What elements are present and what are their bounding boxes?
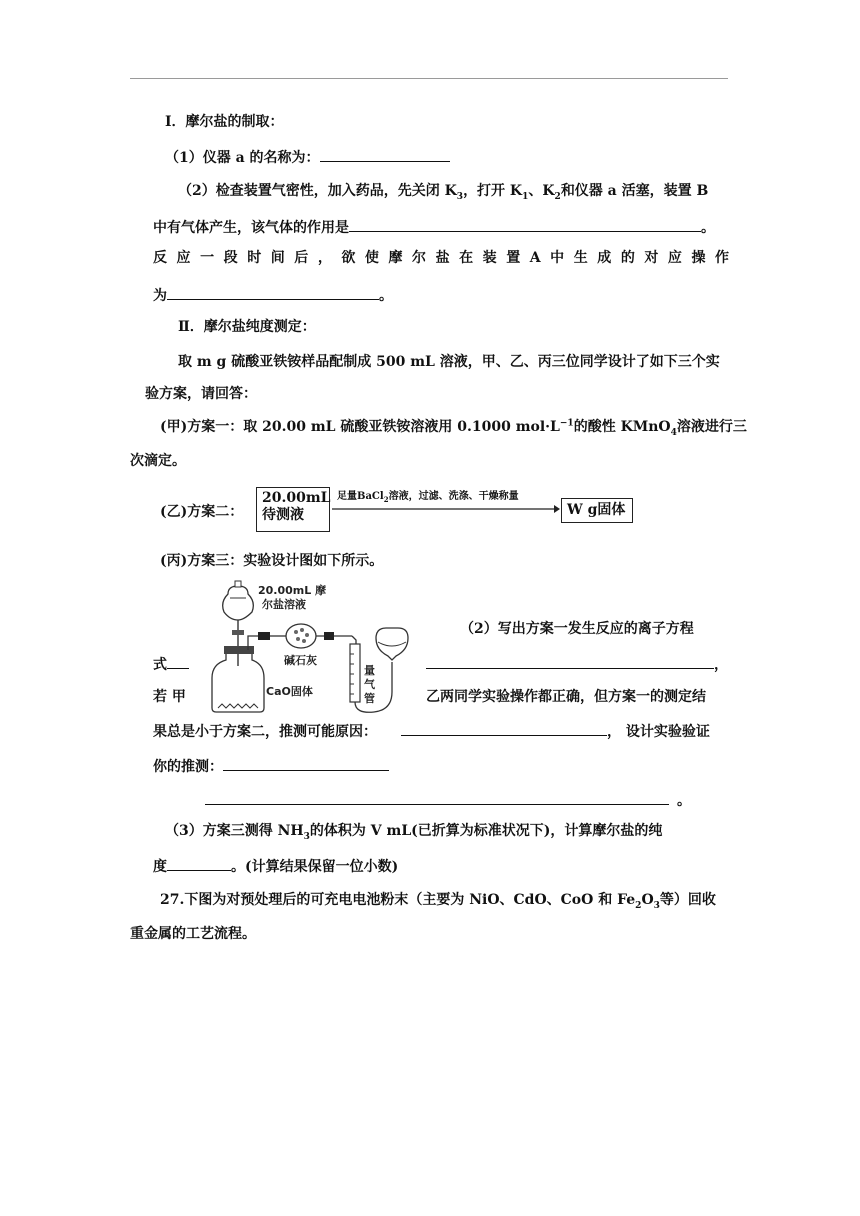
leveling-funnel xyxy=(376,628,408,660)
q3-text-a: （3）方案三测得 NH xyxy=(165,823,304,839)
spread-char: 后 xyxy=(294,250,309,266)
fig-label-burette-2: 气 xyxy=(364,678,375,691)
q2-line2-text: 中有气体产生，该气体的作用是 xyxy=(153,220,349,236)
header-rule xyxy=(130,78,728,79)
spread-char: 置 xyxy=(506,250,521,266)
part1-heading: Ⅰ．摩尔盐的制取： xyxy=(165,114,284,130)
spread-char: 使 xyxy=(364,250,379,266)
q2-line4-text: 为 xyxy=(153,288,167,304)
spread-char: 装 xyxy=(482,250,497,266)
q2-line2-period: 。 xyxy=(701,220,715,236)
question-2-line1 xyxy=(178,181,708,201)
k3-subscript: 3 xyxy=(456,191,464,202)
soda-lime-grain xyxy=(302,639,306,643)
plan1-subscript: 4 xyxy=(670,427,677,438)
tube-connector-left xyxy=(258,632,270,640)
o3-subscript: 3 xyxy=(653,900,660,911)
q2b-line5 xyxy=(153,755,389,777)
q2-text-c: 、K xyxy=(528,183,555,199)
gas-burette xyxy=(350,644,360,702)
fig-label-burette-1: 量 xyxy=(364,664,375,677)
fe2-subscript: 2 xyxy=(635,900,642,911)
drying-tube-bulb xyxy=(286,624,316,648)
q2-text-a: （2）检查装置气密性，加入药品，先关闭 K xyxy=(178,183,457,199)
soda-lime-grain xyxy=(296,637,300,641)
arrow-label-subscript: 2 xyxy=(383,495,389,504)
question-2-line4 xyxy=(153,284,393,306)
question-2-line3 xyxy=(153,248,729,268)
q27-line1 xyxy=(160,890,716,910)
question-1-text: （1）仪器 a 的名称为： xyxy=(165,150,320,166)
spread-char: 作 xyxy=(715,250,729,266)
sample-box-line1: 20.00mL xyxy=(262,490,331,506)
spread-char: A xyxy=(529,250,541,266)
nh3-subscript: 3 xyxy=(303,831,310,842)
q2-line4-period: 。 xyxy=(379,288,393,304)
plan1-text-b: 的酸性 KMnO xyxy=(573,419,671,435)
funnel-stopcock xyxy=(232,630,244,635)
fig-label-solution-line1: 20.00mL 摩 xyxy=(258,584,327,597)
arrow-label-b: 溶液，过滤、洗涤、干燥称量 xyxy=(388,491,519,502)
answer-blank-operation[interactable] xyxy=(167,284,379,300)
q27-text-b: 等）回收 xyxy=(659,892,716,908)
cao-solid xyxy=(218,704,258,708)
plan2-sample-box xyxy=(256,487,330,532)
arrow-label-a: 足量BaCl xyxy=(337,491,384,502)
spread-char: 应 xyxy=(176,250,191,266)
q2b-line4-mid: ， 设计实验验证 xyxy=(607,724,710,740)
question-1 xyxy=(165,146,450,168)
flask-stopper xyxy=(224,646,254,654)
k1-subscript: 1 xyxy=(522,191,529,202)
answer-blank-gas-role[interactable] xyxy=(349,216,701,232)
funnel-shape xyxy=(223,586,254,620)
q2b-line3-left: 若 甲 xyxy=(153,689,186,705)
q2b-line2-left xyxy=(153,653,189,675)
spread-char: 间 xyxy=(270,250,285,266)
spread-char: ， xyxy=(317,250,332,266)
q3-text-b: 的体积为 V mL(已折算为标准状况下)，计算摩尔盐的纯 xyxy=(309,823,663,839)
fig-label-burette-3: 管 xyxy=(364,692,375,705)
plan3-apparatus-figure xyxy=(204,580,428,716)
spread-char: 时 xyxy=(247,250,262,266)
spread-char: 尔 xyxy=(412,250,427,266)
question-2-line2 xyxy=(153,216,715,238)
spread-char: 应 xyxy=(667,250,682,266)
q2b-line5-text: 你的推测： xyxy=(153,759,223,775)
plan1-superscript: −1 xyxy=(559,418,574,429)
q3-text-d: 。(计算结果保留一位小数) xyxy=(231,859,399,875)
spread-char: 欲 xyxy=(341,250,356,266)
q2-text-d: 和仪器 a 活塞，装置 B xyxy=(560,183,709,199)
plan1-line2: 次滴定。 xyxy=(130,453,186,469)
answer-blank-instrument[interactable] xyxy=(320,146,450,162)
spread-char: 摩 xyxy=(388,250,403,266)
spread-char: 中 xyxy=(550,250,565,266)
q3-line2 xyxy=(153,855,398,877)
spread-char: 操 xyxy=(691,250,706,266)
soda-lime-grain xyxy=(305,633,309,637)
plan2-arrow xyxy=(332,502,560,516)
leveling-funnel-liquid xyxy=(378,642,406,646)
q2b-line3-right: 乙两同学实验操作都正确，但方案一的测定结 xyxy=(426,689,706,705)
plan1-text-c: 溶液进行三 xyxy=(676,419,747,435)
plan2-label: (乙)方案二： xyxy=(160,504,244,520)
fig-label-soda-lime: 碱石灰 xyxy=(284,654,317,667)
answer-blank-purity[interactable] xyxy=(167,855,231,871)
q27-line2: 重金属的工艺流程。 xyxy=(130,926,256,942)
plan1-text-a: (甲)方案一：取 20.00 mL 硫酸亚铁铵溶液用 0.1000 mol·L xyxy=(160,419,560,435)
k2-subscript: 2 xyxy=(554,191,561,202)
q2b-line2-text: 式 xyxy=(153,657,167,673)
spread-char: 生 xyxy=(573,250,588,266)
answer-blank-reason[interactable] xyxy=(401,720,607,736)
q3-text-c: 度 xyxy=(153,859,167,875)
answer-blank-verify-1[interactable] xyxy=(223,755,389,771)
soda-lime-grain xyxy=(294,630,298,634)
part2-heading: Ⅱ．摩尔盐纯度测定： xyxy=(178,319,316,335)
answer-blank-ion-equation[interactable] xyxy=(426,653,714,669)
q27-text-a: 27.下图为对预处理后的可充电电池粉末（主要为 NiO、CdO、CoO 和 Fe xyxy=(160,892,636,908)
spread-char: 段 xyxy=(223,250,238,266)
funnel-stopper xyxy=(235,581,241,587)
q2-text-b: ，打开 K xyxy=(463,183,523,199)
part2-intro-line2: 验方案，请回答： xyxy=(145,386,257,402)
q27-oxygen: O xyxy=(641,892,654,908)
spread-char: 在 xyxy=(459,250,474,266)
q2b-line6-period: 。 xyxy=(677,793,691,809)
plan3-label: (丙)方案三：实验设计图如下所示。 xyxy=(160,553,384,569)
sample-box-line2: 待测液 xyxy=(262,507,304,523)
q2b-line4-text: 果总是小于方案二，推测可能原因： xyxy=(153,724,377,740)
answer-blank-verify-2[interactable] xyxy=(205,789,669,805)
fig-label-cao: CaO固体 xyxy=(266,685,313,698)
spread-char: 一 xyxy=(200,250,215,266)
fig-label-solution-line2: 尔盐溶液 xyxy=(262,598,306,611)
tube-connector-right xyxy=(324,632,334,640)
spread-char: 的 xyxy=(620,250,635,266)
spread-char: 盐 xyxy=(435,250,450,266)
q2b-line2-comma: ， xyxy=(714,657,728,673)
plan1-line1 xyxy=(160,417,747,437)
answer-blank-ion-eq-start[interactable] xyxy=(167,653,189,669)
q2b-line2-right xyxy=(426,653,728,675)
part2-intro-line1: 取 m g 硫酸亚铁铵样品配制成 500 mL 溶液，甲、乙、丙三位同学设计了如下三个实 xyxy=(178,354,720,370)
spread-char: 反 xyxy=(153,250,167,266)
spread-char: 对 xyxy=(644,250,659,266)
q3-line1 xyxy=(165,821,662,841)
q2b-line6 xyxy=(205,789,691,811)
q2b-line1: （2）写出方案一发生反应的离子方程 xyxy=(460,621,694,637)
spread-char: 成 xyxy=(597,250,612,266)
soda-lime-grain xyxy=(300,628,304,632)
plan2-result-box: W g固体 xyxy=(561,498,633,523)
q2b-line4 xyxy=(153,720,710,742)
